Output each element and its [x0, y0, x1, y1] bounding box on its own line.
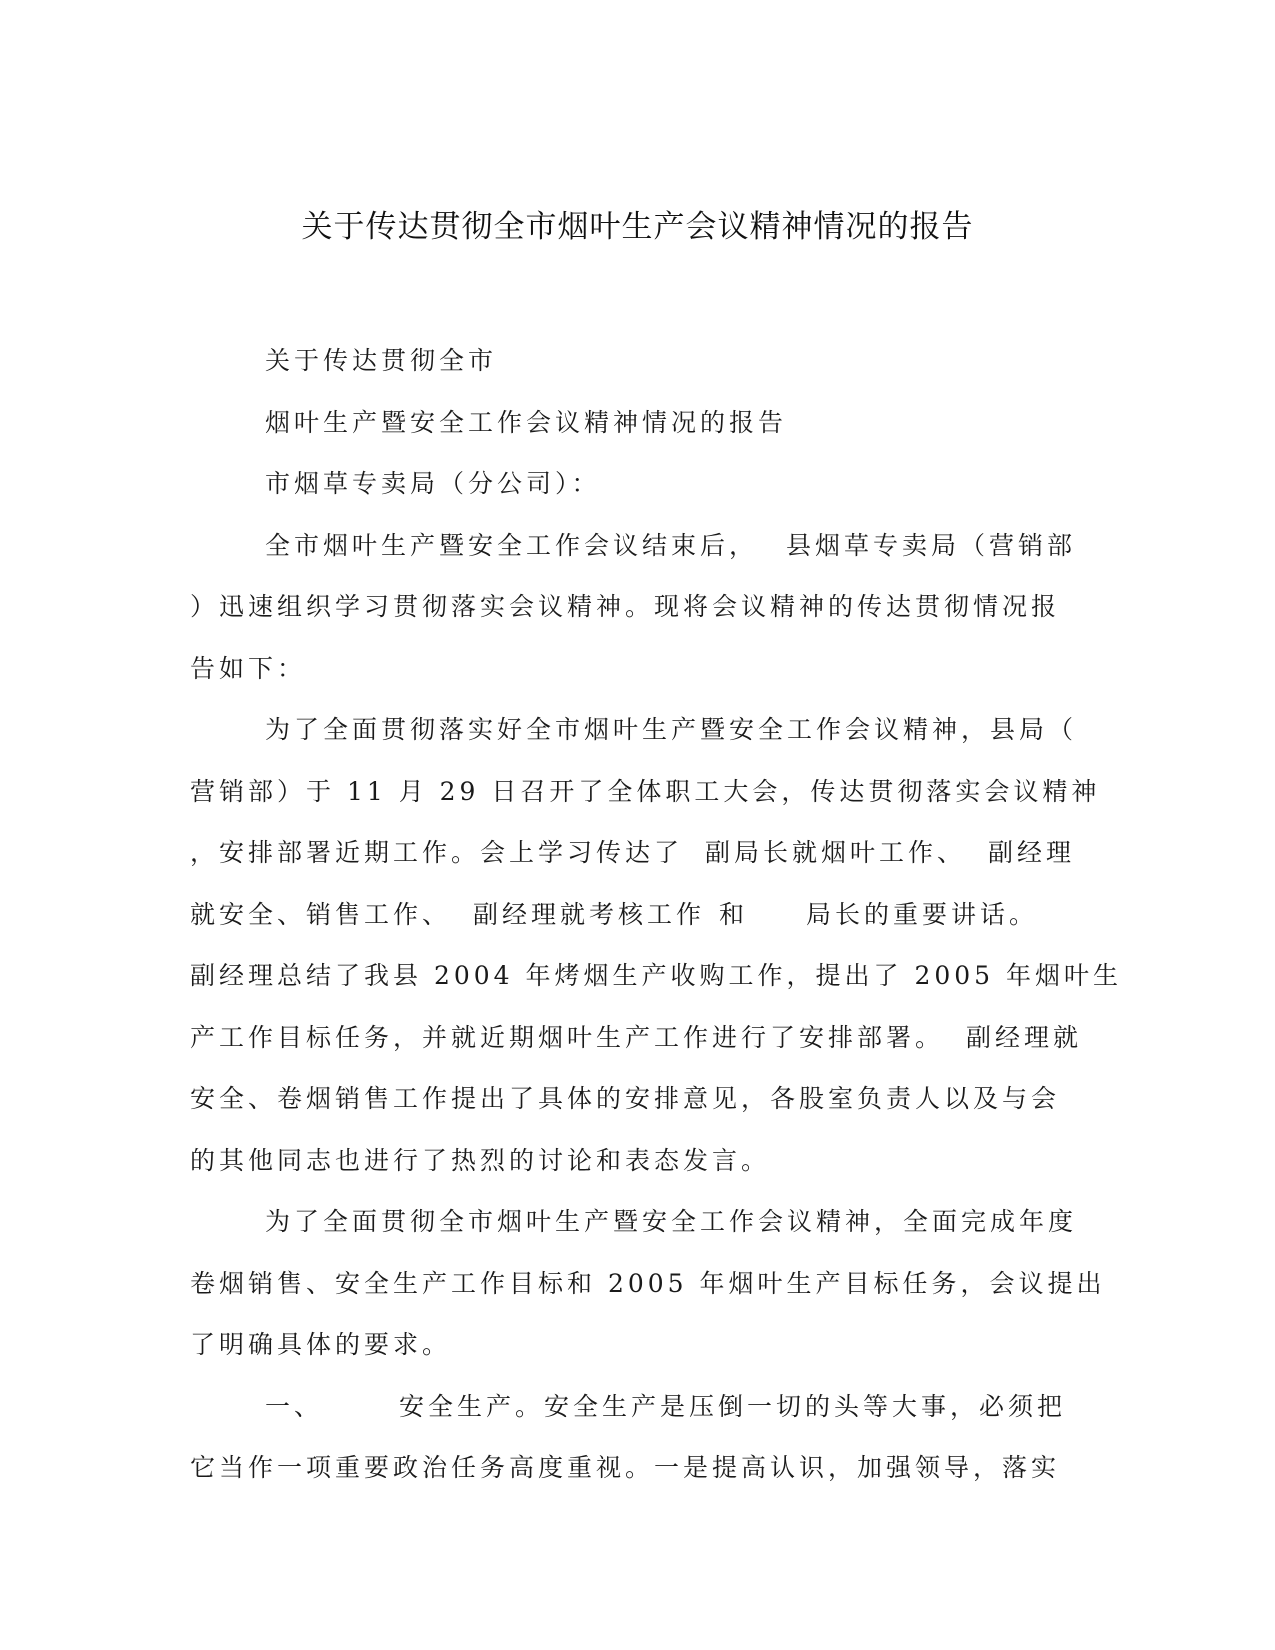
paragraph-line: 副经理总结了我县 2004 年烤烟生产收购工作，提出了 2005 年烟叶生: [190, 961, 1123, 990]
paragraph-line: 为了全面贯彻全市烟叶生产暨安全工作会议精神，全面完成年度: [265, 1207, 1078, 1236]
section-heading-line: 一、 安全生产。安全生产是压倒一切的头等大事，必须把: [265, 1391, 1067, 1421]
document-body: [190, 330, 1123, 1499]
paragraph-line: ）迅速组织学习贯彻落实会议精神。现将会议精神的传达贯彻情况报: [190, 592, 1061, 621]
subtitle-line-2: 烟叶生产暨安全工作会议精神情况的报告: [265, 407, 788, 437]
paragraph-line: 营销部）于 11 月 29 日召开了全体职工大会，传达贯彻落实会议精神: [190, 776, 1101, 806]
paragraph-line: 全市烟叶生产暨安全工作会议结束后， 县烟草专卖局（营销部: [265, 530, 1077, 560]
paragraph-line: 安全、卷烟销售工作提出了具体的安排意见，各股室负责人以及与会: [190, 1084, 1061, 1113]
addressee-line: 市烟草专卖局（分公司）：: [265, 469, 601, 498]
paragraph-line: 产工作目标任务，并就近期烟叶生产工作进行了安排部署。 副经理就: [190, 1022, 1083, 1052]
paragraph-line: 了明确具体的要求。: [190, 1330, 452, 1359]
paragraph-line: 就安全、销售工作、 副经理就考核工作 和 局长的重要讲话。: [190, 899, 1039, 929]
paragraph-line: 卷烟销售、安全生产工作目标和 2005 年烟叶生产目标任务，会议提出: [190, 1268, 1106, 1298]
paragraph-line: 为了全面贯彻落实好全市烟叶生产暨安全工作会议精神，县局（: [265, 715, 1078, 744]
paragraph-line: ，安排部署近期工作。会上学习传达了 副局长就烟叶工作、 副经理: [190, 838, 1076, 867]
paragraph-line: 告如下：: [190, 653, 307, 683]
paragraph-line: 它当作一项重要政治任务高度重视。一是提高认识，加强领导，落实: [190, 1453, 1061, 1482]
subtitle-line-1: 关于传达贯彻全市: [265, 346, 498, 375]
document-title: 关于传达贯彻全市烟叶生产会议精神情况的报告: [301, 209, 974, 245]
paragraph-line: 的其他同志也进行了热烈的讨论和表态发言。: [190, 1145, 771, 1175]
